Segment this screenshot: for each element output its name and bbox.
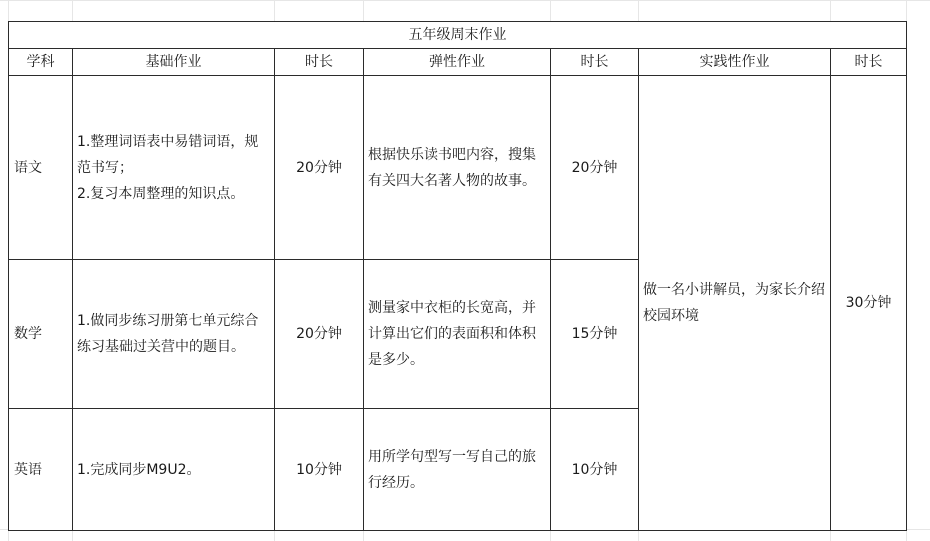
header-subject[interactable]: 学科 (9, 49, 73, 76)
flexible-homework-cell[interactable]: 测量家中衣柜的长宽高，并计算出它们的表面积和体积是多少。 (364, 260, 551, 409)
table-title[interactable]: 五年级周末作业 (9, 22, 907, 49)
basic-homework-cell[interactable]: 1.整理词语表中易错词语，规范书写； 2.复习本周整理的知识点。 (73, 76, 275, 260)
header-row (9, 49, 907, 76)
subject-cell[interactable]: 英语 (9, 409, 73, 531)
grid-line (0, 0, 930, 1)
flexible-time-cell[interactable]: 15分钟 (551, 260, 639, 409)
table-row (9, 76, 907, 260)
basic-homework-cell[interactable]: 1.完成同步M9U2。 (73, 409, 275, 531)
basic-time-cell[interactable]: 10分钟 (275, 409, 364, 531)
header-practice-time[interactable]: 时长 (831, 49, 907, 76)
practice-time-cell[interactable]: 30分钟 (831, 76, 907, 531)
practice-homework-cell[interactable]: 做一名小讲解员，为家长介绍校园环境 (639, 76, 831, 531)
flexible-homework-cell[interactable]: 用所学句型写一写自己的旅行经历。 (364, 409, 551, 531)
basic-time-cell[interactable]: 20分钟 (275, 260, 364, 409)
header-practice[interactable]: 实践性作业 (639, 49, 831, 76)
flexible-time-cell[interactable]: 10分钟 (551, 409, 639, 531)
header-flexible[interactable]: 弹性作业 (364, 49, 551, 76)
header-basic-time[interactable]: 时长 (275, 49, 364, 76)
flexible-time-cell[interactable]: 20分钟 (551, 76, 639, 260)
homework-table (8, 21, 907, 531)
flexible-homework-cell[interactable]: 根据快乐读书吧内容，搜集有关四大名著人物的故事。 (364, 76, 551, 260)
subject-cell[interactable]: 数学 (9, 260, 73, 409)
header-basic[interactable]: 基础作业 (73, 49, 275, 76)
header-flexible-time[interactable]: 时长 (551, 49, 639, 76)
basic-homework-cell[interactable]: 1.做同步练习册第七单元综合练习基础过关营中的题目。 (73, 260, 275, 409)
basic-time-cell[interactable]: 20分钟 (275, 76, 364, 260)
title-row (9, 22, 907, 49)
subject-cell[interactable]: 语文 (9, 76, 73, 260)
